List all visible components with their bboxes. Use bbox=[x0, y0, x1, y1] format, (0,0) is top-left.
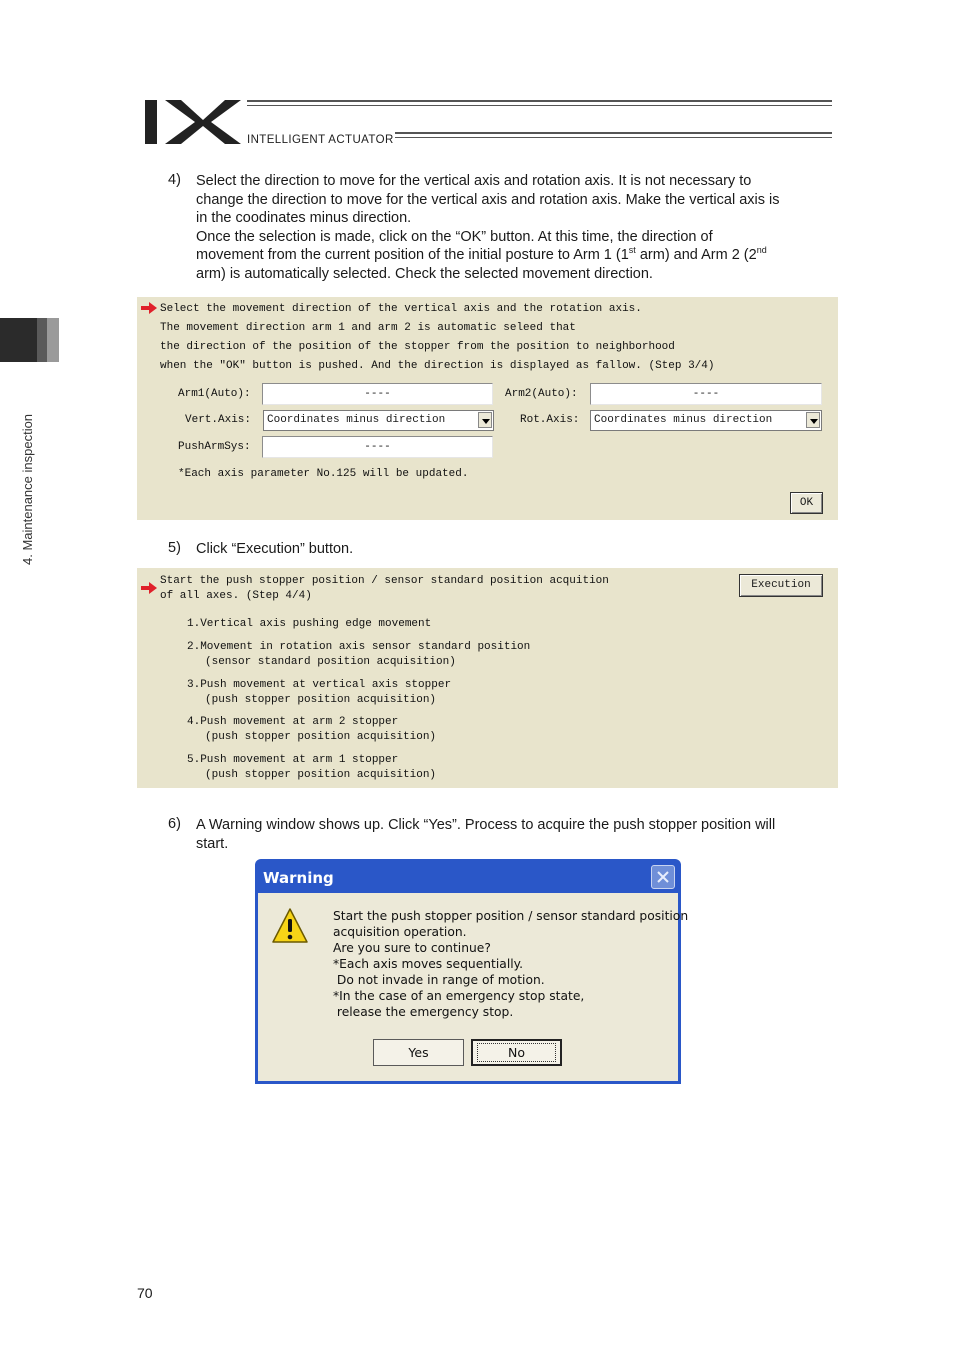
procedure-item: 3.Push movement at vertical axis stopper bbox=[187, 679, 452, 691]
text-line: Once the selection is made, click on the “OK” button. At this time, the direction of bbox=[196, 228, 713, 245]
text-line: in the coodinates minus direction. bbox=[196, 210, 412, 226]
no-button[interactable] bbox=[471, 1039, 562, 1066]
header-rule bbox=[247, 105, 832, 106]
logo-subtitle: INTELLIGENT ACTUATOR bbox=[247, 134, 394, 146]
dialog-title: Warning bbox=[263, 869, 334, 887]
vert-axis-label: Vert.Axis: bbox=[185, 414, 252, 426]
vert-axis-value: Coordinates minus direction bbox=[267, 414, 446, 426]
arm2-field[interactable]: ---- bbox=[590, 383, 822, 405]
chapter-tab-block bbox=[0, 318, 37, 362]
arrow-icon bbox=[141, 582, 157, 594]
procedure-item: 5.Push movement at arm 1 stopper bbox=[187, 754, 399, 766]
panel-line: of all axes. (Step 4/4) bbox=[160, 590, 312, 602]
chapter-tab-block bbox=[37, 318, 47, 362]
panel-line: Start the push stopper position / sensor standard position acquition bbox=[160, 575, 609, 587]
vert-axis-select[interactable] bbox=[263, 410, 494, 431]
message-line: *In the case of an emergency stop state, bbox=[333, 989, 585, 1003]
close-icon bbox=[652, 866, 674, 888]
procedure-item: 4.Push movement at arm 2 stopper bbox=[187, 716, 399, 728]
page-number: 70 bbox=[137, 1285, 153, 1301]
header-rule bbox=[395, 132, 832, 134]
parameter-note: *Each axis parameter No.125 will be updated. bbox=[178, 468, 469, 480]
panel-line: the direction of the position of the stopper from the position to neighborhood bbox=[160, 341, 675, 353]
message-line: release the emergency stop. bbox=[333, 1005, 514, 1019]
message-line: *Each axis moves sequentially. bbox=[333, 957, 524, 971]
chapter-label: 4. Maintenance inspection bbox=[20, 413, 35, 565]
message-line: acquisition operation. bbox=[333, 925, 467, 939]
procedure-item-sub: (push stopper position acquisition) bbox=[205, 731, 437, 743]
rot-axis-value: Coordinates minus direction bbox=[594, 414, 773, 426]
text-line: start. bbox=[196, 835, 229, 852]
header-rule bbox=[395, 137, 832, 138]
text-line: movement from the current position of the initial posture to Arm 1 (1st arm) and Arm 2 (2nd bbox=[196, 245, 767, 263]
warning-icon bbox=[271, 907, 309, 945]
step-5-text: Click “Execution” button. bbox=[196, 541, 354, 557]
step-6-text bbox=[196, 816, 846, 853]
chevron-down-icon[interactable] bbox=[806, 412, 820, 428]
message-line: Are you sure to continue? bbox=[333, 941, 491, 955]
yes-button[interactable]: Yes bbox=[373, 1039, 464, 1066]
text-line: A Warning window shows up. Click “Yes”. Process to acquire the push stopper position will bbox=[196, 817, 776, 833]
text-line: arm) is automatically selected. Check the selected movement direction. bbox=[196, 265, 653, 282]
procedure-item-sub: (push stopper position acquisition) bbox=[205, 694, 437, 706]
procedure-item-sub: (sensor standard position acquisition) bbox=[205, 656, 456, 668]
arm1-field[interactable]: ---- bbox=[262, 383, 493, 405]
pusharm-label: PushArmSys: bbox=[178, 441, 251, 453]
panel-line: The movement direction arm 1 and arm 2 is automatic seleed that bbox=[160, 322, 576, 334]
dialog-message bbox=[333, 908, 688, 1020]
ix-logo bbox=[143, 98, 243, 146]
header-rule bbox=[247, 100, 832, 102]
execution-button[interactable]: Execution bbox=[739, 574, 823, 597]
arm2-label: Arm2(Auto): bbox=[505, 388, 578, 400]
procedure-item: 2.Movement in rotation axis sensor standard position bbox=[187, 641, 531, 653]
arrow-icon bbox=[141, 302, 157, 314]
rot-axis-label: Rot.Axis: bbox=[520, 414, 580, 426]
pusharm-field[interactable]: ---- bbox=[262, 436, 493, 458]
message-line: Start the push stopper position / sensor standard position bbox=[333, 909, 689, 923]
step-number: 6) bbox=[168, 816, 181, 832]
panel-line: Select the movement direction of the vertical axis and the rotation axis. bbox=[160, 303, 642, 315]
procedure-item: 1.Vertical axis pushing edge movement bbox=[187, 618, 432, 630]
chevron-down-icon[interactable] bbox=[478, 412, 492, 428]
rot-axis-select[interactable] bbox=[590, 410, 822, 431]
text-line: Select the direction to move for the vertical axis and rotation axis. It is not necessary to bbox=[196, 173, 752, 189]
step-number: 5) bbox=[168, 540, 181, 556]
chapter-tab-block bbox=[47, 318, 59, 362]
step-4-text bbox=[196, 172, 846, 283]
ok-button[interactable]: OK bbox=[790, 492, 823, 514]
close-button[interactable] bbox=[651, 865, 675, 889]
no-label: No bbox=[477, 1043, 556, 1062]
arm1-label: Arm1(Auto): bbox=[178, 388, 251, 400]
message-line: Do not invade in range of motion. bbox=[333, 973, 545, 987]
step-number: 4) bbox=[168, 172, 181, 188]
panel-line: when the "OK" button is pushed. And the direction is displayed as fallow. (Step 3/4) bbox=[160, 360, 715, 372]
procedure-item-sub: (push stopper position acquisition) bbox=[205, 769, 437, 781]
text-line: change the direction to move for the vertical axis and rotation axis. Make the vertical axis is bbox=[196, 191, 780, 208]
